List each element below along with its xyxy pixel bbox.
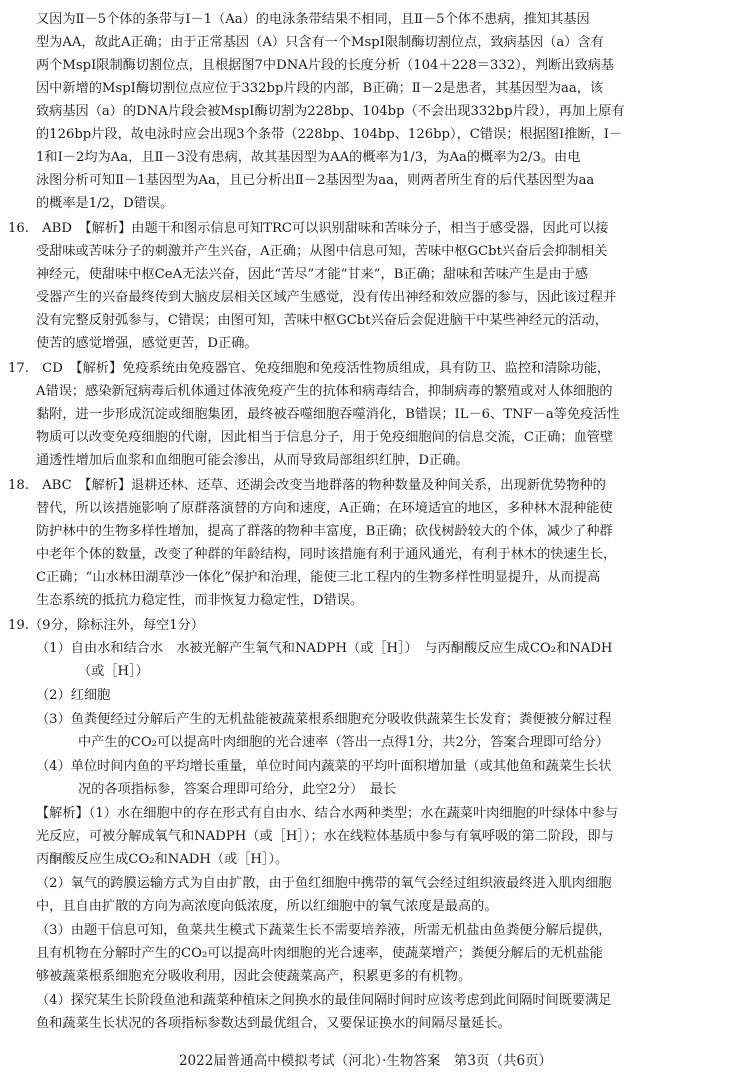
text-line: 丙酮酸反应生成CO₂和NADH（或［H］）。 xyxy=(36,852,289,867)
text-line: （或［H］） xyxy=(78,664,149,679)
text-line: 的126bp片段，故电泳时应会出现3个条带（228bp、104bp、126bp），C错误；根据图Ⅰ推断，Ⅰ－ xyxy=(36,127,623,142)
text-line: 19.（9分，除标注外，每空1分） xyxy=(8,618,205,633)
text-line: 况的各项指标参，答案合理即可给分，此空2分） 最长 xyxy=(78,782,397,797)
text-line: 通透性增加后血浆和血细胞可能会渗出，从而导致局部组织红肿，D正确。 xyxy=(36,453,469,468)
text-line: 【解析】（1）水在细胞中的存在形式有自由水、结合水两种类型；水在蔬菜叶肉细胞的叶绿体中参与 xyxy=(36,806,619,821)
text-line: 使苦的感觉增强，感觉更苦，D正确。 xyxy=(36,336,258,351)
text-line: 又因为Ⅱ－5个体的条带与Ⅰ－1（Aa）的电泳条带结果不相同，且Ⅱ－5个体不患病，推知其基因 xyxy=(36,12,590,27)
text-line: 中老年个体的数量，改变了种群的年龄结构，同时该措施有利于通风通光，有利于林木的快速生长， xyxy=(36,547,617,562)
text-line: 神经元，使甜味中枢CeA无法兴奋，因此“苦尽”才能“甘来”，B正确；甜味和苦味产生是由于感 xyxy=(36,267,589,282)
text-line: 且有机物在分解时产生的CO₂可以提高叶肉细胞的光合速率，使蔬菜增产；粪便分解后的无机盐能 xyxy=(36,946,603,961)
text-line: 够被蔬菜根系细胞充分吸收利用，因此会使蔬菜高产，积累更多的有机物。 xyxy=(36,969,472,984)
text-line: 致病基因（a）的DNA片段会被MspⅠ酶切割为228bp、104bp（不会出现332bp片段），再加上原有 xyxy=(36,104,625,119)
text-line: 中，且自由扩散的方向为高浓度向低浓度，所以红细胞中的氧气浓度是最高的。 xyxy=(36,899,498,914)
text-line: （3）鱼粪便经过分解后产生的无机盐能被蔬菜根系细胞充分吸收供蔬菜生长发育；粪便被分解过程 xyxy=(36,712,612,727)
text-line: 型为AA，故此A正确；由于正常基因（A）只含有一个MspⅠ限制酶切割位点，致病基因（a）含有 xyxy=(36,35,604,50)
text-line: 没有完整反射弧参与，C错误；由图可知，苦味中枢GCbt兴奋后会促进脑干中某些神经元的活动， xyxy=(36,313,608,328)
text-line: 1和Ⅰ－2均为Aa，且Ⅱ－3没有患病，故其基因型为AA的概率为1/3，为Aa的概率为2/3。由电 xyxy=(36,150,581,165)
text-line: 替代，所以该措施影响了原群落演替的方向和速度，A正确；在环境适宜的地区，多种林木混种能使 xyxy=(36,501,613,516)
text-line: 受甜味或苦味分子的刺激并产生兴奋，A正确；从图中信息可知，苦味中枢GCbt兴奋后会抑制相关 xyxy=(36,244,608,259)
text-line: 两个MspⅠ限制酶切割位点，且根据图7中DNA片段的长度分析（104＋228＝332），判断出致病基 xyxy=(36,58,615,73)
text-line: 18. ABC 【解析】退耕还林、还草、还湖会改变当地群落的物种数量及种间关系，出现新优势物种的 xyxy=(8,478,606,493)
text-line: 光反应，可被分解成氧气和NADPH（或［H］）；水在线粒体基质中参与有氧呼吸的第二阶段，即与 xyxy=(36,829,614,844)
text-line: C正确；“山水林田湖草沙一体化”保护和治理，能使三北工程内的生物多样性明显提升，从而提高 xyxy=(36,570,601,585)
text-line: 黏附，进一步形成沉淀或细胞集团，最终被吞噬细胞吞噬消化，B错误；IL－6、TNF－a等免疫活性 xyxy=(36,407,620,422)
text-line: 鱼和蔬菜生长状况的各项指标参数达到最优组合，又要保证换水的间隔尽量延长。 xyxy=(36,1016,511,1031)
text-line: （2）红细胞 xyxy=(36,688,111,703)
text-line: （1）自由水和结合水 水被光解产生氧气和NADPH（或［H］） 与丙酮酸反应生成CO₂和NADH xyxy=(36,641,613,656)
text-line: 17. CD 【解析】免疫系统由免疫器官、免疫细胞和免疫活性物质组成，具有防卫、监控和清除功能， xyxy=(8,361,611,376)
text-line: 受器产生的兴奋最终传到大脑皮层相关区域产生感觉，没有传出神经和效应器的参与，因此该过程并 xyxy=(36,290,617,305)
text-line: （4）探究某生长阶段鱼池和蔬菜种植床之间换水的最佳间隔时间时应该考虑到此间隔时间既要满足 xyxy=(36,993,612,1008)
text-line: （4）单位时间内鱼的平均增长重量，单位时间内蔬菜的平均叶面积增加量（或其他鱼和蔬菜生长状 xyxy=(36,759,612,774)
text-line: （3）由题干信息可知，鱼菜共生模式下蔬菜生长不需要培养液，所需无机盐由鱼粪便分解后提供， xyxy=(36,923,612,938)
text-line: 因中新增的MspⅠ酶切割位点应位于332bp片段的内部，B正确；Ⅱ－2是患者，其基因型为aa，该 xyxy=(36,81,604,96)
text-line: A错误；感染新冠病毒后机体通过体液免疫产生的抗体和病毒结合，抑制病毒的繁殖或对人体细胞的 xyxy=(36,384,613,399)
page-footer: 2022届普通高中模拟考试（河北）·生物答案 第3页（共6页） xyxy=(178,1053,553,1069)
text-line: 中产生的CO₂可以提高叶肉细胞的光合速率（答出一点得1分，共2分，答案合理即可给分） xyxy=(78,735,609,750)
text-line: 防护林中的生物多样性增加，提高了群落的物种丰富度，B正确；砍伐树龄较大的个体，减少了种群 xyxy=(36,524,613,539)
text-line: 的概率是1/2，D错误。 xyxy=(36,196,174,211)
text-line: 生态系统的抵抗力稳定性，而非恢复力稳定性，D错误。 xyxy=(36,593,364,608)
text-line: 泳图分析可知Ⅱ－1基因型为Aa，且已分析出Ⅱ－2基因型为aa，则两者所生育的后代基因型为aa xyxy=(36,173,595,188)
text-line: （2）氧气的跨膜运输方式为自由扩散，由于鱼红细胞中携带的氧气会经过组织液最终进入肌肉细胞 xyxy=(36,876,612,891)
text-line: 物质可以改变免疫细胞的代谢，因此相当于信息分子，用于免疫细胞间的信息交流，C正确；血管壁 xyxy=(36,430,614,445)
text-line: 16. ABD 【解析】由题干和图示信息可知TRC可以识别甜味和苦味分子，相当于感受器，因此可以接 xyxy=(8,221,609,236)
